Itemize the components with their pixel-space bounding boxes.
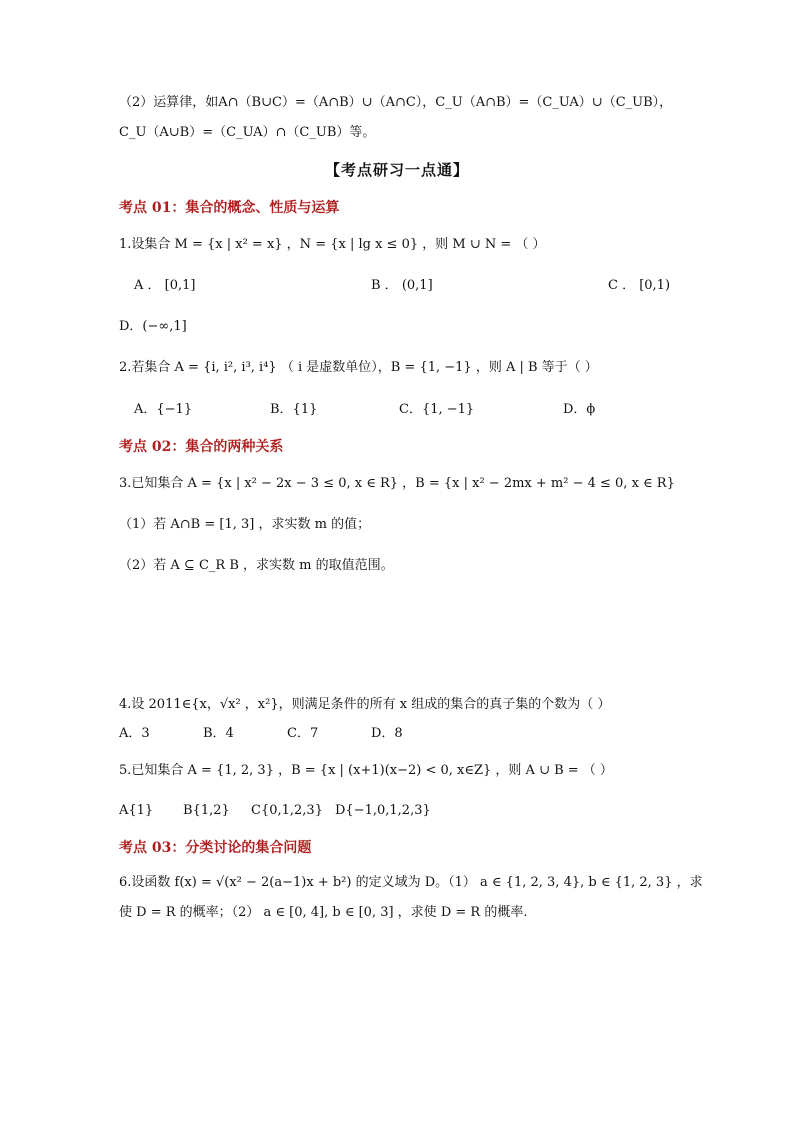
q4-option-d: D．8	[371, 726, 403, 741]
q2-option-b: B．{1}	[270, 402, 318, 417]
q5-option-b: B{1,2}	[183, 803, 230, 818]
q3-part-1: （1）若 A∩B = [1, 3] ，求实数 m 的值；	[119, 517, 371, 532]
intro-line-1: （2）运算律，如A∩（B∪C）=（A∩B）∪（A∩C），C_U（A∩B）=（C_UA）∪（C_UB），	[119, 95, 673, 110]
q5-option-a: A{1}	[119, 803, 154, 818]
q5-stem: 5.已知集合 A = {1, 2, 3} ，B = {x | (x+1)(x−2) < 0, x∈Z} ，则 A ∪ B = （ ）	[119, 763, 613, 778]
q2-option-a: A．{−1}	[134, 402, 193, 417]
q5-option-d: D{−1,0,1,2,3}	[335, 803, 431, 818]
q1-stem: 1.设集合 M = {x | x² = x} ，N = {x | lg x ≤ 0} ，则 M ∪ N = （ ）	[119, 237, 546, 252]
q4-option-a: A．3	[119, 726, 150, 741]
page-title: 【考点研习一点通】	[324, 161, 469, 179]
q4-option-b: B．4	[203, 726, 234, 741]
q3-stem: 3.已知集合 A = {x | x² − 2x − 3 ≤ 0, x ∈ R} ，B = {x | x² − 2mx + m² − 4 ≤ 0, x ∈ R}	[119, 476, 675, 491]
section-heading-03: 考点 03：分类讨论的集合问题	[119, 840, 312, 856]
q2-stem: 2.若集合 A = {i, i², i³, i⁴} （ i 是虚数单位），B = {1, −1} ，则 A | B 等于（ ）	[119, 360, 598, 375]
q1-option-b: B ． (0,1]	[371, 278, 433, 293]
q2-option-c: C．{1, −1}	[399, 402, 475, 417]
intro-line-2: C_U（A∪B）=（C_UA）∩（C_UB）等。	[119, 125, 376, 140]
q5-option-c: C{0,1,2,3}	[251, 803, 323, 818]
section-heading-01: 考点 01：集合的概念、性质与运算	[119, 200, 340, 216]
q4-option-c: C．7	[287, 726, 319, 741]
q6-line-1: 6.设函数 f(x) = √(x² − 2(a−1)x + b²) 的定义域为 D。（1） a ∈ {1, 2, 3, 4}, b ∈ {1, 2, 3} ，求	[119, 875, 703, 890]
q6-line-2: 使 D = R 的概率；（2） a ∈ [0, 4], b ∈ [0, 3] ，求使 D = R 的概率.	[119, 905, 528, 920]
q3-part-2: （2）若 A ⊆ C_R B ，求实数 m 的取值范围。	[119, 558, 394, 573]
q1-option-c: C ． [0,1)	[608, 278, 671, 293]
section-heading-02: 考点 02：集合的两种关系	[119, 439, 284, 455]
q2-option-d: D．ϕ	[563, 402, 596, 417]
q1-option-a: A ． [0,1]	[134, 278, 196, 293]
q4-stem: 4.设 2011∈{x，√x² ，x²}，则满足条件的所有 x 组成的集合的真子集的个数为（ ）	[119, 697, 611, 712]
q1-option-d: D．(−∞,1]	[119, 319, 187, 334]
